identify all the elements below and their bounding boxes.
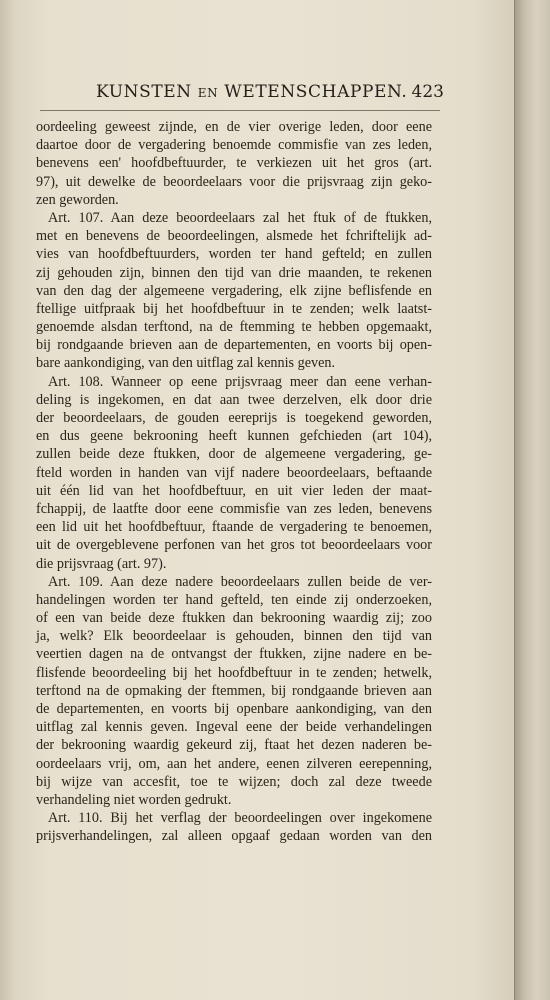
text-line: ftellige uitfpraak bij het hoofdbeftuur in te zenden; welk laatst- [36,300,432,317]
text-line: Art. 109. Aan deze nadere beoordeelaars zullen beide de ver- [48,573,432,590]
header-rule [40,110,440,111]
text-line: veertien dagen na de ontvangst der ftukken, zijne nadere en be- [36,646,432,663]
paragraph [36,809,432,845]
body-text [36,118,432,846]
text-line: met en benevens de beoordeelingen, alsmede het fchriftelijk ad- [36,228,432,245]
page-header [36,78,444,108]
text-line: zij gehouden zijn, binnen den tijd van drie maanden, te rekenen [36,264,432,281]
running-head-word-2: EN [197,86,219,100]
text-line: der bekrooning waardig gekeurd zij, ftaat het dezen naderen be- [36,737,432,754]
text-line: handelingen worden ter hand gefteld, ten einde zij onderzoeken, [36,591,432,608]
text-line: der beoordeelaars, de gouden eereprijs is toegekend geworden, [36,410,432,426]
text-line: een lid uit het hoofdbeftuur, ftaande de vergadering te benoemen, [36,519,432,536]
paragraph [36,118,432,209]
running-head-word-1: KUNSTEN [96,82,192,102]
text-line: oordeelaars vrij, om, aan het andere, eenen zilveren eerepenning, [36,755,432,772]
text-line: flisfende beoordeeling bij het hoofdbeftuur in te zenden; hetwelk, [36,664,432,681]
text-line: bij rondgaande brieven aan de departementen, en voorts bij open- [36,337,432,354]
running-head-word-3: WETENSCHAPPEN. [224,82,408,102]
text-line: uitflag zal kennis geven. Ingeval eene der beide verhandelingen [36,719,432,736]
text-line: verhandeling niet worden gedrukt. [36,791,232,808]
text-line: daartoe door de vergadering benoemde commisfie van zes leden, [36,137,432,154]
text-line: zen geworden. [36,191,119,208]
text-line: en dus geene bekrooning heeft kunnen gefchieden (art 104), [36,428,432,445]
text-line: prijsverhandelingen, zal alleen opgaaf gedaan worden van den [36,828,432,845]
text-line: terftond na de opmaking der ftemmen, bij rondgaande brieven aan [36,682,432,699]
text-line: oordeeling geweest zijnde, en de vier overige leden, door eene [36,119,432,135]
running-head [96,82,407,102]
paragraph [36,573,432,809]
text-line: fchappij, de laatfte door eene commisfie van zes leden, benevens [36,500,432,517]
text-line: Art. 108. Wanneer op eene prijsvraag meer dan eene verhan- [48,373,432,390]
text-line: van den dag der algemeene vergadering, elk zijne beflisfende en [36,282,432,299]
page-number: 423 [411,82,444,102]
text-line: Art. 110. Bij het verflag der beoordeelingen over ingekomene [48,810,432,827]
paragraph [36,373,432,573]
text-line: fteld worden in handen van vijf nadere beoordeelaars, beftaande [36,464,432,481]
text-line: die prijsvraag (art. 97). [36,555,167,572]
text-line: 97), uit dewelke de beoordeelaars voor die prijsvraag zijn geko- [36,173,432,190]
text-line: bare aankondiging, van den uitflag zal kennis geven. [36,355,336,372]
text-line: uit één lid van het hoofdbeftuur, en uit vier leden der maat- [36,482,432,499]
text-line: benevens een' hoofdbeftuurder, te verkiezen uit het gros (art. [36,155,432,172]
text-line: Art. 107. Aan deze beoordeelaars zal het ftuk of de ftukken, [48,209,432,226]
text-line: deling is ingekomen, en dat aan twee derzelven, elk door drie [36,391,432,408]
text-line: vies van hoofdbeftuurders, worden ter hand gefteld; en zullen [36,246,432,263]
text-line: de departementen, en voorts bij openbare aankondiging, van den [36,701,432,717]
text-line: genoemde alsdan terftond, na de ftemming te hebben opgemaakt, [36,319,432,336]
text-line: of een van beide deze ftukken dan bekrooning waardig zij; zoo [36,610,432,627]
book-fore-edge [515,0,550,1000]
text-line: ja, welk? Elk beoordeelaar is gehouden, binnen den tijd van [36,628,432,645]
paragraph [36,209,432,373]
text-line: uit de overgeblevene perfonen van het gros tot beoordeelaars voor [36,537,432,554]
text-line: bij wijze van accesfit, toe te wijzen; doch zal deze tweede [36,773,432,790]
text-line: zullen beide deze ftukken, door de algemeene vergadering, ge- [36,446,432,463]
